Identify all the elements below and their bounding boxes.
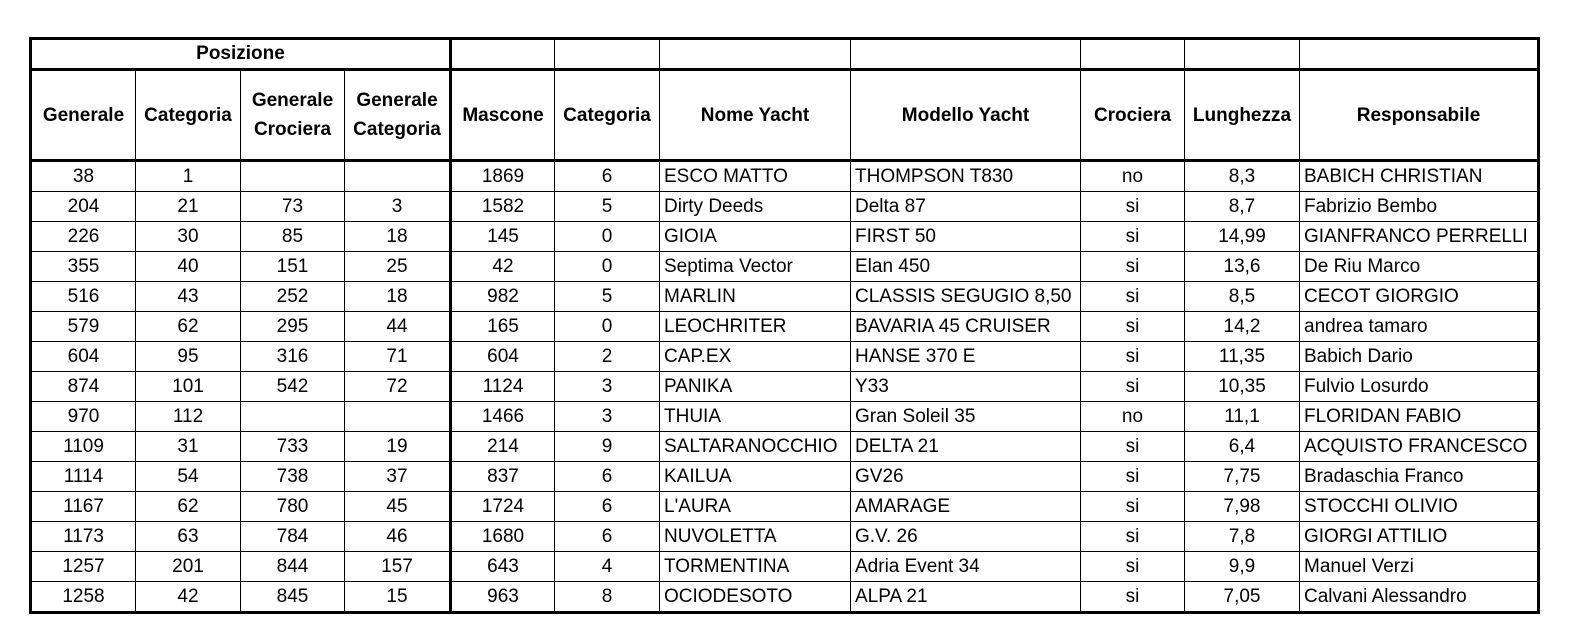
empty-header-cell — [1185, 39, 1300, 70]
cell-lunghezza: 11,1 — [1185, 402, 1300, 432]
cell-generale-crociera — [241, 161, 345, 192]
cell-generale: 1167 — [31, 492, 136, 522]
cell-generale-categoria: 19 — [345, 432, 451, 462]
cell-lunghezza: 14,99 — [1185, 222, 1300, 252]
table-row — [31, 492, 1539, 522]
table-row — [31, 552, 1539, 582]
cell-responsabile: andrea tamaro — [1300, 312, 1539, 342]
cell-mascone: 165 — [451, 312, 555, 342]
table-row — [31, 402, 1539, 432]
cell-modello-yacht: Y33 — [851, 372, 1081, 402]
cell-crociera: si — [1081, 552, 1185, 582]
cell-nome-yacht: L'AURA — [660, 492, 851, 522]
cell-mascone: 982 — [451, 282, 555, 312]
cell-crociera: si — [1081, 312, 1185, 342]
cell-mascone: 1869 — [451, 161, 555, 192]
cell-nome-yacht: SALTARANOCCHIO — [660, 432, 851, 462]
table-row — [31, 192, 1539, 222]
empty-header-cell — [555, 39, 660, 70]
col-header-mascone: Mascone — [451, 70, 555, 161]
cell-mascone: 1724 — [451, 492, 555, 522]
cell-crociera: si — [1081, 192, 1185, 222]
cell-mascone: 1124 — [451, 372, 555, 402]
cell-crociera: si — [1081, 372, 1185, 402]
cell-nome-yacht: TORMENTINA — [660, 552, 851, 582]
cell-generale-categoria: 15 — [345, 582, 451, 613]
cell-generale-crociera: 844 — [241, 552, 345, 582]
table-row — [31, 522, 1539, 552]
cell-categoria: 21 — [136, 192, 241, 222]
cell-categoria: 1 — [136, 161, 241, 192]
table-row — [31, 582, 1539, 613]
cell-generale-categoria — [345, 161, 451, 192]
cell-lunghezza: 8,5 — [1185, 282, 1300, 312]
col-header-modello-yacht: Modello Yacht — [851, 70, 1081, 161]
cell-generale-crociera: 780 — [241, 492, 345, 522]
cell-modello-yacht: Adria Event 34 — [851, 552, 1081, 582]
cell-categoria: 62 — [136, 312, 241, 342]
cell-lunghezza: 10,35 — [1185, 372, 1300, 402]
table-row — [31, 342, 1539, 372]
cell-generale-crociera: 252 — [241, 282, 345, 312]
cell-generale-categoria — [345, 402, 451, 432]
cell-categoria: 31 — [136, 432, 241, 462]
cell-nome-yacht: PANIKA — [660, 372, 851, 402]
empty-header-cell — [1300, 39, 1539, 70]
cell-categoria-2: 6 — [555, 161, 660, 192]
cell-nome-yacht: KAILUA — [660, 462, 851, 492]
cell-responsabile: CECOT GIORGIO — [1300, 282, 1539, 312]
cell-generale-categoria: 3 — [345, 192, 451, 222]
cell-categoria-2: 5 — [555, 192, 660, 222]
cell-crociera: si — [1081, 432, 1185, 462]
cell-generale-crociera: 845 — [241, 582, 345, 613]
cell-lunghezza: 7,98 — [1185, 492, 1300, 522]
cell-categoria: 43 — [136, 282, 241, 312]
cell-generale-crociera: 295 — [241, 312, 345, 342]
cell-modello-yacht: Elan 450 — [851, 252, 1081, 282]
cell-generale: 204 — [31, 192, 136, 222]
cell-responsabile: FLORIDAN FABIO — [1300, 402, 1539, 432]
cell-categoria-2: 0 — [555, 222, 660, 252]
cell-generale-crociera: 784 — [241, 522, 345, 552]
col-header-responsabile: Responsabile — [1300, 70, 1539, 161]
cell-modello-yacht: GV26 — [851, 462, 1081, 492]
cell-categoria-2: 8 — [555, 582, 660, 613]
cell-responsabile: GIANFRANCO PERRELLI — [1300, 222, 1539, 252]
posizione-group-header: Posizione — [31, 39, 451, 70]
cell-generale-categoria: 37 — [345, 462, 451, 492]
cell-generale-crociera: 542 — [241, 372, 345, 402]
cell-responsabile: Manuel Verzi — [1300, 552, 1539, 582]
table-row — [31, 432, 1539, 462]
col-header-categoria-2: Categoria — [555, 70, 660, 161]
cell-categoria-2: 4 — [555, 552, 660, 582]
cell-modello-yacht: HANSE 370 E — [851, 342, 1081, 372]
col-header-nome-yacht: Nome Yacht — [660, 70, 851, 161]
cell-generale-categoria: 44 — [345, 312, 451, 342]
cell-modello-yacht: ALPA 21 — [851, 582, 1081, 613]
cell-mascone: 42 — [451, 252, 555, 282]
empty-header-cell — [660, 39, 851, 70]
cell-crociera: si — [1081, 492, 1185, 522]
cell-generale-crociera: 85 — [241, 222, 345, 252]
cell-nome-yacht: MARLIN — [660, 282, 851, 312]
table-row — [31, 161, 1539, 192]
cell-responsabile: GIORGI ATTILIO — [1300, 522, 1539, 552]
empty-header-cell — [451, 39, 555, 70]
cell-nome-yacht: Septima Vector — [660, 252, 851, 282]
cell-lunghezza: 13,6 — [1185, 252, 1300, 282]
cell-generale: 1109 — [31, 432, 136, 462]
cell-categoria: 30 — [136, 222, 241, 252]
cell-categoria: 40 — [136, 252, 241, 282]
cell-crociera: si — [1081, 522, 1185, 552]
cell-categoria: 42 — [136, 582, 241, 613]
table-row — [31, 312, 1539, 342]
empty-header-cell — [1081, 39, 1185, 70]
cell-generale-categoria: 18 — [345, 222, 451, 252]
cell-mascone: 604 — [451, 342, 555, 372]
cell-categoria: 112 — [136, 402, 241, 432]
cell-generale: 355 — [31, 252, 136, 282]
col-header-generale-categoria: Generale Categoria — [345, 70, 451, 161]
cell-modello-yacht: Delta 87 — [851, 192, 1081, 222]
cell-lunghezza: 7,8 — [1185, 522, 1300, 552]
cell-generale: 1257 — [31, 552, 136, 582]
cell-responsabile: STOCCHI OLIVIO — [1300, 492, 1539, 522]
cell-mascone: 643 — [451, 552, 555, 582]
cell-generale-crociera: 733 — [241, 432, 345, 462]
cell-modello-yacht: FIRST 50 — [851, 222, 1081, 252]
cell-generale: 579 — [31, 312, 136, 342]
cell-generale-categoria: 71 — [345, 342, 451, 372]
cell-generale: 516 — [31, 282, 136, 312]
cell-categoria: 62 — [136, 492, 241, 522]
results-table — [29, 37, 1540, 614]
group-header-row — [31, 39, 1539, 70]
cell-generale-crociera — [241, 402, 345, 432]
cell-generale-categoria: 157 — [345, 552, 451, 582]
cell-crociera: si — [1081, 582, 1185, 613]
cell-lunghezza: 8,3 — [1185, 161, 1300, 192]
col-header-crociera: Crociera — [1081, 70, 1185, 161]
cell-mascone: 145 — [451, 222, 555, 252]
cell-lunghezza: 11,35 — [1185, 342, 1300, 372]
cell-responsabile: Fulvio Losurdo — [1300, 372, 1539, 402]
cell-generale-crociera: 73 — [241, 192, 345, 222]
table-row — [31, 252, 1539, 282]
cell-nome-yacht: NUVOLETTA — [660, 522, 851, 552]
table-row — [31, 222, 1539, 252]
cell-categoria-2: 6 — [555, 462, 660, 492]
cell-lunghezza: 7,75 — [1185, 462, 1300, 492]
cell-nome-yacht: OCIODESOTO — [660, 582, 851, 613]
col-header-categoria: Categoria — [136, 70, 241, 161]
cell-responsabile: Fabrizio Bembo — [1300, 192, 1539, 222]
col-header-lunghezza: Lunghezza — [1185, 70, 1300, 161]
cell-generale: 1114 — [31, 462, 136, 492]
cell-responsabile: De Riu Marco — [1300, 252, 1539, 282]
empty-header-cell — [851, 39, 1081, 70]
cell-lunghezza: 6,4 — [1185, 432, 1300, 462]
cell-generale: 874 — [31, 372, 136, 402]
cell-categoria-2: 6 — [555, 522, 660, 552]
cell-generale-categoria: 25 — [345, 252, 451, 282]
cell-generale-categoria: 45 — [345, 492, 451, 522]
table-body — [31, 161, 1539, 613]
cell-mascone: 837 — [451, 462, 555, 492]
cell-categoria-2: 9 — [555, 432, 660, 462]
cell-crociera: si — [1081, 462, 1185, 492]
cell-generale-categoria: 72 — [345, 372, 451, 402]
cell-generale-categoria: 46 — [345, 522, 451, 552]
cell-nome-yacht: GIOIA — [660, 222, 851, 252]
cell-generale-categoria: 18 — [345, 282, 451, 312]
cell-generale: 970 — [31, 402, 136, 432]
cell-generale: 38 — [31, 161, 136, 192]
cell-modello-yacht: BAVARIA 45 CRUISER — [851, 312, 1081, 342]
col-header-generale-crociera: Generale Crociera — [241, 70, 345, 161]
cell-categoria: 63 — [136, 522, 241, 552]
cell-modello-yacht: THOMPSON T830 — [851, 161, 1081, 192]
cell-categoria: 101 — [136, 372, 241, 402]
cell-categoria-2: 5 — [555, 282, 660, 312]
cell-modello-yacht: Gran Soleil 35 — [851, 402, 1081, 432]
cell-nome-yacht: THUIA — [660, 402, 851, 432]
cell-generale: 604 — [31, 342, 136, 372]
cell-crociera: no — [1081, 161, 1185, 192]
cell-crociera: si — [1081, 342, 1185, 372]
cell-mascone: 963 — [451, 582, 555, 613]
cell-generale-crociera: 316 — [241, 342, 345, 372]
cell-categoria: 54 — [136, 462, 241, 492]
cell-lunghezza: 9,9 — [1185, 552, 1300, 582]
table-row — [31, 462, 1539, 492]
col-header-generale: Generale — [31, 70, 136, 161]
cell-nome-yacht: ESCO MATTO — [660, 161, 851, 192]
cell-nome-yacht: Dirty Deeds — [660, 192, 851, 222]
cell-responsabile: Bradaschia Franco — [1300, 462, 1539, 492]
cell-responsabile: ACQUISTO FRANCESCO — [1300, 432, 1539, 462]
cell-generale-crociera: 738 — [241, 462, 345, 492]
cell-categoria-2: 3 — [555, 402, 660, 432]
cell-mascone: 1466 — [451, 402, 555, 432]
cell-modello-yacht: CLASSIS SEGUGIO 8,50 — [851, 282, 1081, 312]
cell-mascone: 1680 — [451, 522, 555, 552]
cell-generale-crociera: 151 — [241, 252, 345, 282]
cell-responsabile: Babich Dario — [1300, 342, 1539, 372]
cell-responsabile: Calvani Alessandro — [1300, 582, 1539, 613]
cell-nome-yacht: LEOCHRITER — [660, 312, 851, 342]
cell-nome-yacht: CAP.EX — [660, 342, 851, 372]
cell-modello-yacht: G.V. 26 — [851, 522, 1081, 552]
cell-mascone: 214 — [451, 432, 555, 462]
cell-crociera: si — [1081, 252, 1185, 282]
cell-lunghezza: 7,05 — [1185, 582, 1300, 613]
table-row — [31, 282, 1539, 312]
cell-categoria-2: 6 — [555, 492, 660, 522]
cell-modello-yacht: AMARAGE — [851, 492, 1081, 522]
cell-lunghezza: 8,7 — [1185, 192, 1300, 222]
cell-categoria-2: 0 — [555, 312, 660, 342]
column-header-row — [31, 70, 1539, 161]
cell-categoria-2: 2 — [555, 342, 660, 372]
cell-generale: 226 — [31, 222, 136, 252]
cell-crociera: si — [1081, 282, 1185, 312]
cell-lunghezza: 14,2 — [1185, 312, 1300, 342]
cell-crociera: si — [1081, 222, 1185, 252]
cell-responsabile: BABICH CHRISTIAN — [1300, 161, 1539, 192]
table-row — [31, 372, 1539, 402]
cell-generale: 1258 — [31, 582, 136, 613]
cell-categoria-2: 3 — [555, 372, 660, 402]
cell-categoria: 95 — [136, 342, 241, 372]
cell-crociera: no — [1081, 402, 1185, 432]
cell-modello-yacht: DELTA 21 — [851, 432, 1081, 462]
cell-mascone: 1582 — [451, 192, 555, 222]
cell-categoria: 201 — [136, 552, 241, 582]
cell-generale: 1173 — [31, 522, 136, 552]
cell-categoria-2: 0 — [555, 252, 660, 282]
